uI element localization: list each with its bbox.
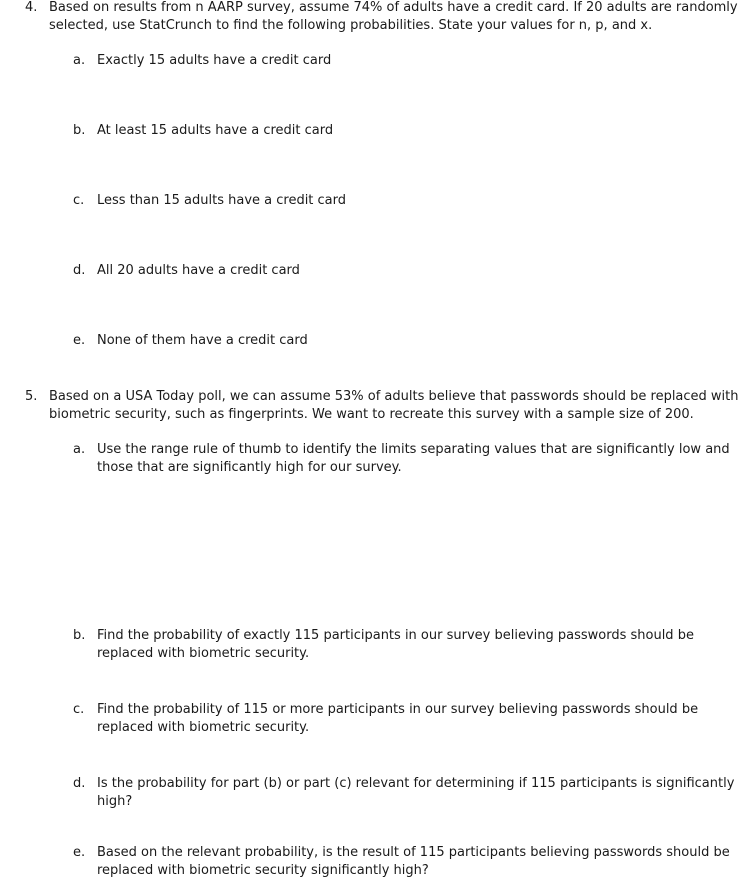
part-label: a. xyxy=(73,442,86,457)
part-text: Find the probability of 115 or more participants in our survey believing passwords should be replaced with biometric security. xyxy=(97,702,699,735)
part-label: b. xyxy=(73,123,86,138)
part-label: d. xyxy=(73,776,86,791)
part-label: c. xyxy=(73,193,85,208)
question-number: 5. xyxy=(25,389,38,404)
part-text: Less than 15 adults have a credit card xyxy=(97,193,347,208)
part-text: Use the range rule of thumb to identify the limits separating values that are significantly low and those that are significantly high for our survey. xyxy=(97,442,730,475)
part-label: e. xyxy=(73,845,86,860)
part-label: e. xyxy=(73,333,86,348)
part-text: Is the probability for part (b) or part (c) relevant for determining if 115 participants is significantly high? xyxy=(97,776,735,809)
part-label: a. xyxy=(73,53,86,68)
part-text: Exactly 15 adults have a credit card xyxy=(97,53,332,68)
question-number: 4. xyxy=(25,0,38,15)
part-text: Find the probability of exactly 115 participants in our survey believing passwords should be replaced with biometric security. xyxy=(97,628,694,661)
part-text: At least 15 adults have a credit card xyxy=(97,123,334,138)
part-label: c. xyxy=(73,702,85,717)
question-text: Based on results from n AARP survey, assume 74% of adults have a credit card. If 20 adults are randomly selected, use StatCrunch to find the following probabilities. State your values for n, p, and x. xyxy=(49,0,738,33)
question-text: Based on a USA Today poll, we can assume 53% of adults believe that passwords should be replaced with biometric security, such as fingerprints. We want to recreate this survey with a sample size of 200. xyxy=(49,389,739,422)
part-text: None of them have a credit card xyxy=(97,333,308,348)
part-label: b. xyxy=(73,628,86,643)
part-label: d. xyxy=(73,263,86,278)
part-text: Based on the relevant probability, is the result of 115 participants believing passwords should be replaced with biometric security significantly high? xyxy=(97,845,730,878)
part-text: All 20 adults have a credit card xyxy=(97,263,300,278)
